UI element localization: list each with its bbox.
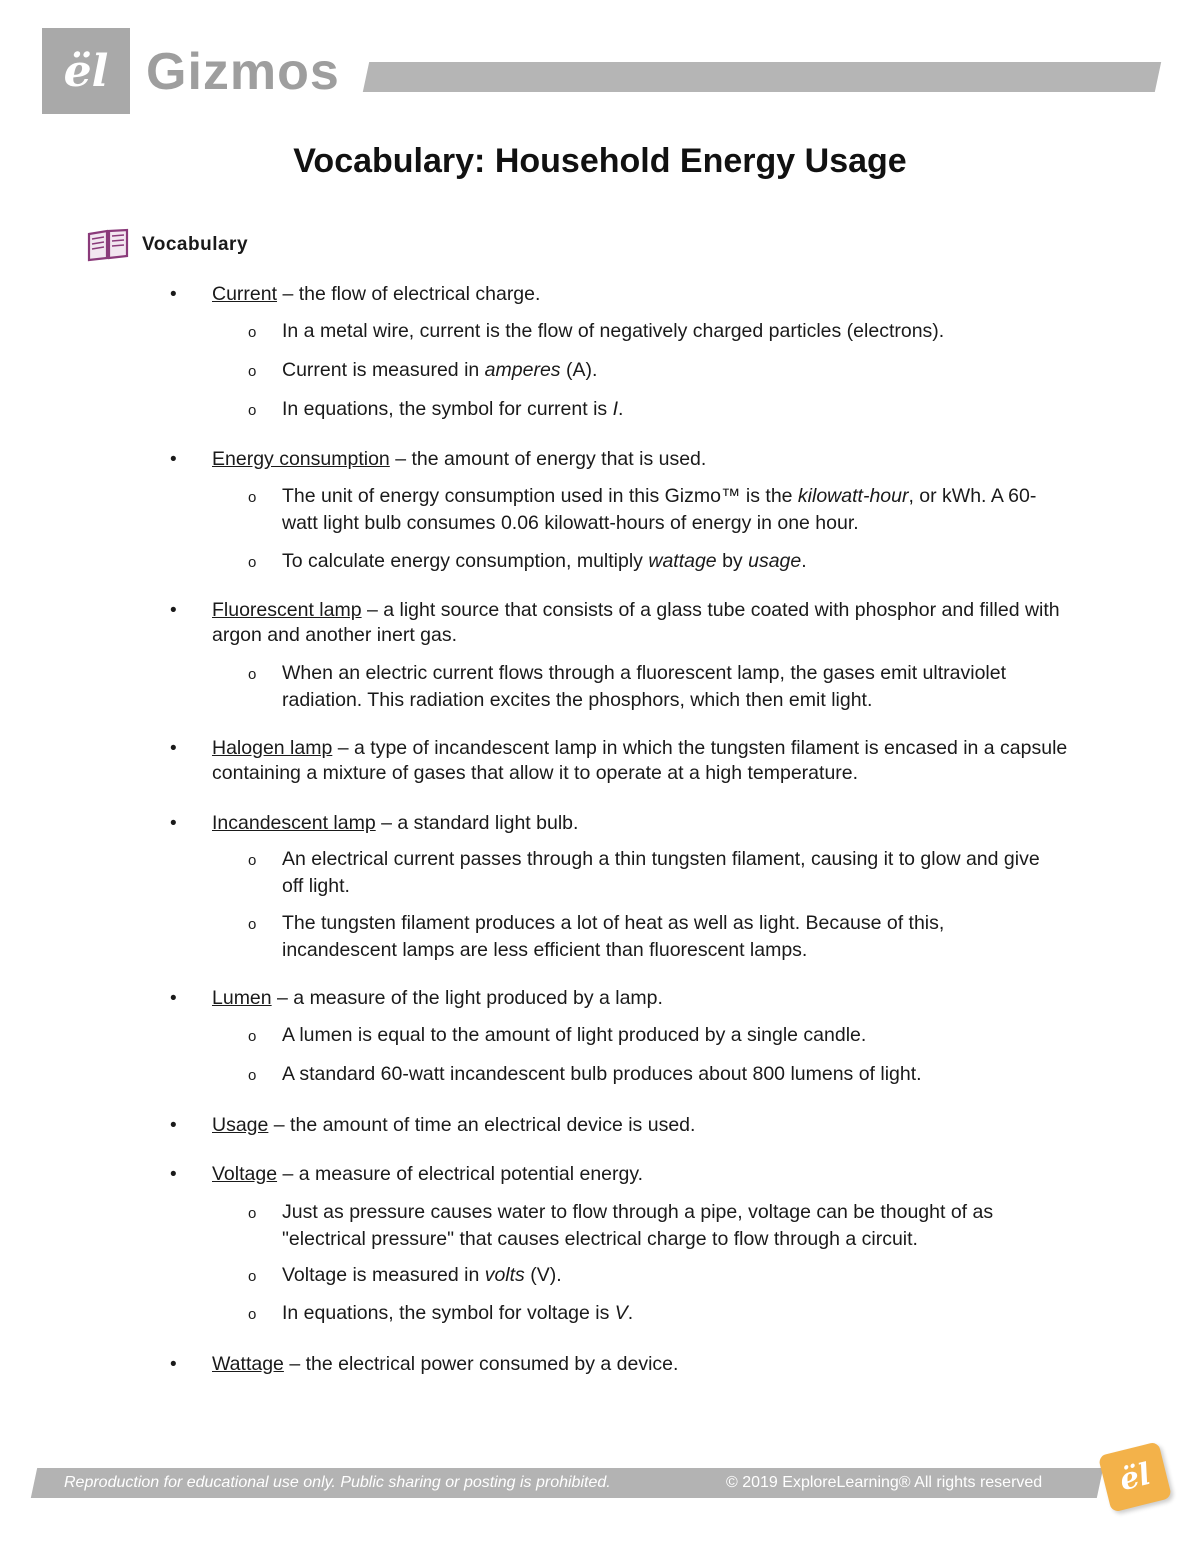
sub-point-text: Voltage is measured in volts (V).: [282, 1264, 562, 1286]
term-text: [212, 986, 1070, 1011]
sub-point: [248, 660, 1048, 714]
term-definition: – the amount of energy that is used.: [389, 448, 707, 470]
sub-bullet-icon: o: [248, 1028, 257, 1045]
sub-point-text: In equations, the symbol for voltage is V.: [282, 1302, 634, 1324]
sub-point: [248, 1022, 1048, 1049]
term-text: [212, 811, 1070, 836]
sub-bullet-icon: o: [248, 1205, 257, 1222]
sub-point-text: An electrical current passes through a thin tungsten filament, causing it to glow and give off light.: [282, 848, 1040, 897]
term-definition: – a measure of electrical potential energy.: [277, 1163, 644, 1185]
page-title: Vocabulary: Household Energy Usage: [293, 142, 907, 180]
term-name: Energy consumption: [212, 448, 390, 470]
sub-point: [248, 396, 1048, 423]
bullet-icon: •: [170, 738, 177, 759]
term-definition: – a light source that consists of a glass tube coated with phosphor and filled with argon and another inert gas.: [212, 599, 1060, 646]
sub-point: [248, 357, 1048, 384]
sub-point-text: The unit of energy consumption used in this Gizmo™ is the kilowatt-hour, or kWh. A 60-watt light bulb consumes 0.06 kilowatt-hours of energy in one hour.: [282, 485, 1037, 534]
term-name: Voltage: [212, 1163, 278, 1185]
sub-bullet-icon: o: [248, 666, 257, 683]
term-name: Usage: [212, 1114, 269, 1136]
term-name: Current: [212, 283, 278, 305]
footer-logo: ël: [1098, 1441, 1172, 1512]
sub-point: [248, 846, 1048, 900]
term-text: [212, 282, 1070, 307]
sub-point: [248, 1061, 1048, 1088]
term-name: Fluorescent lamp: [212, 599, 362, 621]
term-text: [212, 1352, 1070, 1377]
section-heading: [86, 228, 248, 262]
vocab-term: [170, 447, 1070, 472]
term-text: [212, 598, 1070, 648]
term-definition: – a measure of the light produced by a lamp.: [271, 987, 663, 1009]
header-bar: [363, 62, 1161, 92]
term-text: [212, 447, 1070, 472]
sub-point-text: A lumen is equal to the amount of light produced by a single candle.: [282, 1024, 867, 1046]
sub-point: [248, 1199, 1048, 1253]
sub-point-text: Current is measured in amperes (A).: [282, 359, 598, 381]
sub-point-text: A standard 60-watt incandescent bulb produces about 800 lumens of light.: [282, 1063, 922, 1085]
sub-point: [248, 318, 1048, 345]
vocab-term: [170, 282, 1070, 307]
sub-point: [248, 910, 1048, 964]
footer-notice: Reproduction for educational use only. Public sharing or posting is prohibited.: [64, 1474, 611, 1491]
term-definition: – a standard light bulb.: [375, 812, 579, 834]
sub-bullet-icon: o: [248, 489, 257, 506]
sub-point: [248, 1262, 1048, 1289]
term-name: Incandescent lamp: [212, 812, 376, 834]
term-text: [212, 1113, 1070, 1138]
term-name: Halogen lamp: [212, 737, 333, 759]
term-name: Wattage: [212, 1353, 284, 1375]
sub-point: [248, 1300, 1048, 1327]
open-book-icon: [86, 228, 130, 262]
bullet-icon: •: [170, 1354, 177, 1375]
footer-copyright: © 2019 ExploreLearning® All rights reserved: [726, 1474, 1043, 1491]
term-definition: – the electrical power consumed by a device.: [283, 1353, 679, 1375]
sub-bullet-icon: o: [248, 852, 257, 869]
section-label: Vocabulary: [142, 234, 249, 255]
term-definition: – the flow of electrical charge.: [277, 283, 541, 305]
sub-point: [248, 548, 1048, 575]
sub-point-text: The tungsten filament produces a lot of heat as well as light. Because of this, incandescent lamps are less efficient than fluorescent lamps.: [282, 912, 945, 961]
term-name: Lumen: [212, 987, 272, 1009]
bullet-icon: •: [170, 1164, 177, 1185]
sub-point-text: In equations, the symbol for current is I.: [282, 398, 624, 420]
sub-point: [248, 483, 1048, 537]
vocab-term: [170, 1352, 1070, 1377]
bullet-icon: •: [170, 988, 177, 1009]
explorelearning-logo: ël: [42, 28, 130, 114]
sub-point-text: In a metal wire, current is the flow of negatively charged particles (electrons).: [282, 320, 945, 342]
bullet-icon: •: [170, 813, 177, 834]
term-definition: – the amount of time an electrical device is used.: [268, 1114, 696, 1136]
sub-bullet-icon: o: [248, 1067, 257, 1084]
vocab-term: [170, 598, 1070, 648]
sub-bullet-icon: o: [248, 324, 257, 341]
sub-bullet-icon: o: [248, 363, 257, 380]
vocab-term: [170, 811, 1070, 836]
vocab-term: [170, 1113, 1070, 1138]
sub-point-text: To calculate energy consumption, multiply wattage by usage.: [282, 550, 807, 572]
bullet-icon: •: [170, 449, 177, 470]
vocab-term: [170, 1162, 1070, 1187]
bullet-icon: •: [170, 284, 177, 305]
sub-point-text: Just as pressure causes water to flow through a pipe, voltage can be thought of as "electrical pressure" that causes electrical charge to flow through a circuit.: [282, 1201, 994, 1250]
sub-point-text: When an electric current flows through a fluorescent lamp, the gases emit ultraviolet radiation. This radiation excites the phosphors, which then emit light.: [282, 662, 1007, 711]
bullet-icon: •: [170, 1115, 177, 1136]
sub-bullet-icon: o: [248, 916, 257, 933]
brand-name: Gizmos: [146, 43, 340, 101]
sub-bullet-icon: o: [248, 1268, 257, 1285]
vocab-term: [170, 986, 1070, 1011]
sub-bullet-icon: o: [248, 402, 257, 419]
term-text: [212, 1162, 1070, 1187]
sub-bullet-icon: o: [248, 554, 257, 571]
bullet-icon: •: [170, 600, 177, 621]
term-text: [212, 736, 1070, 786]
vocab-term: [170, 736, 1070, 786]
sub-bullet-icon: o: [248, 1306, 257, 1323]
term-definition: – a type of incandescent lamp in which the tungsten filament is encased in a capsule containing a mixture of gases that allow it to operate at a high temperature.: [212, 737, 1068, 784]
